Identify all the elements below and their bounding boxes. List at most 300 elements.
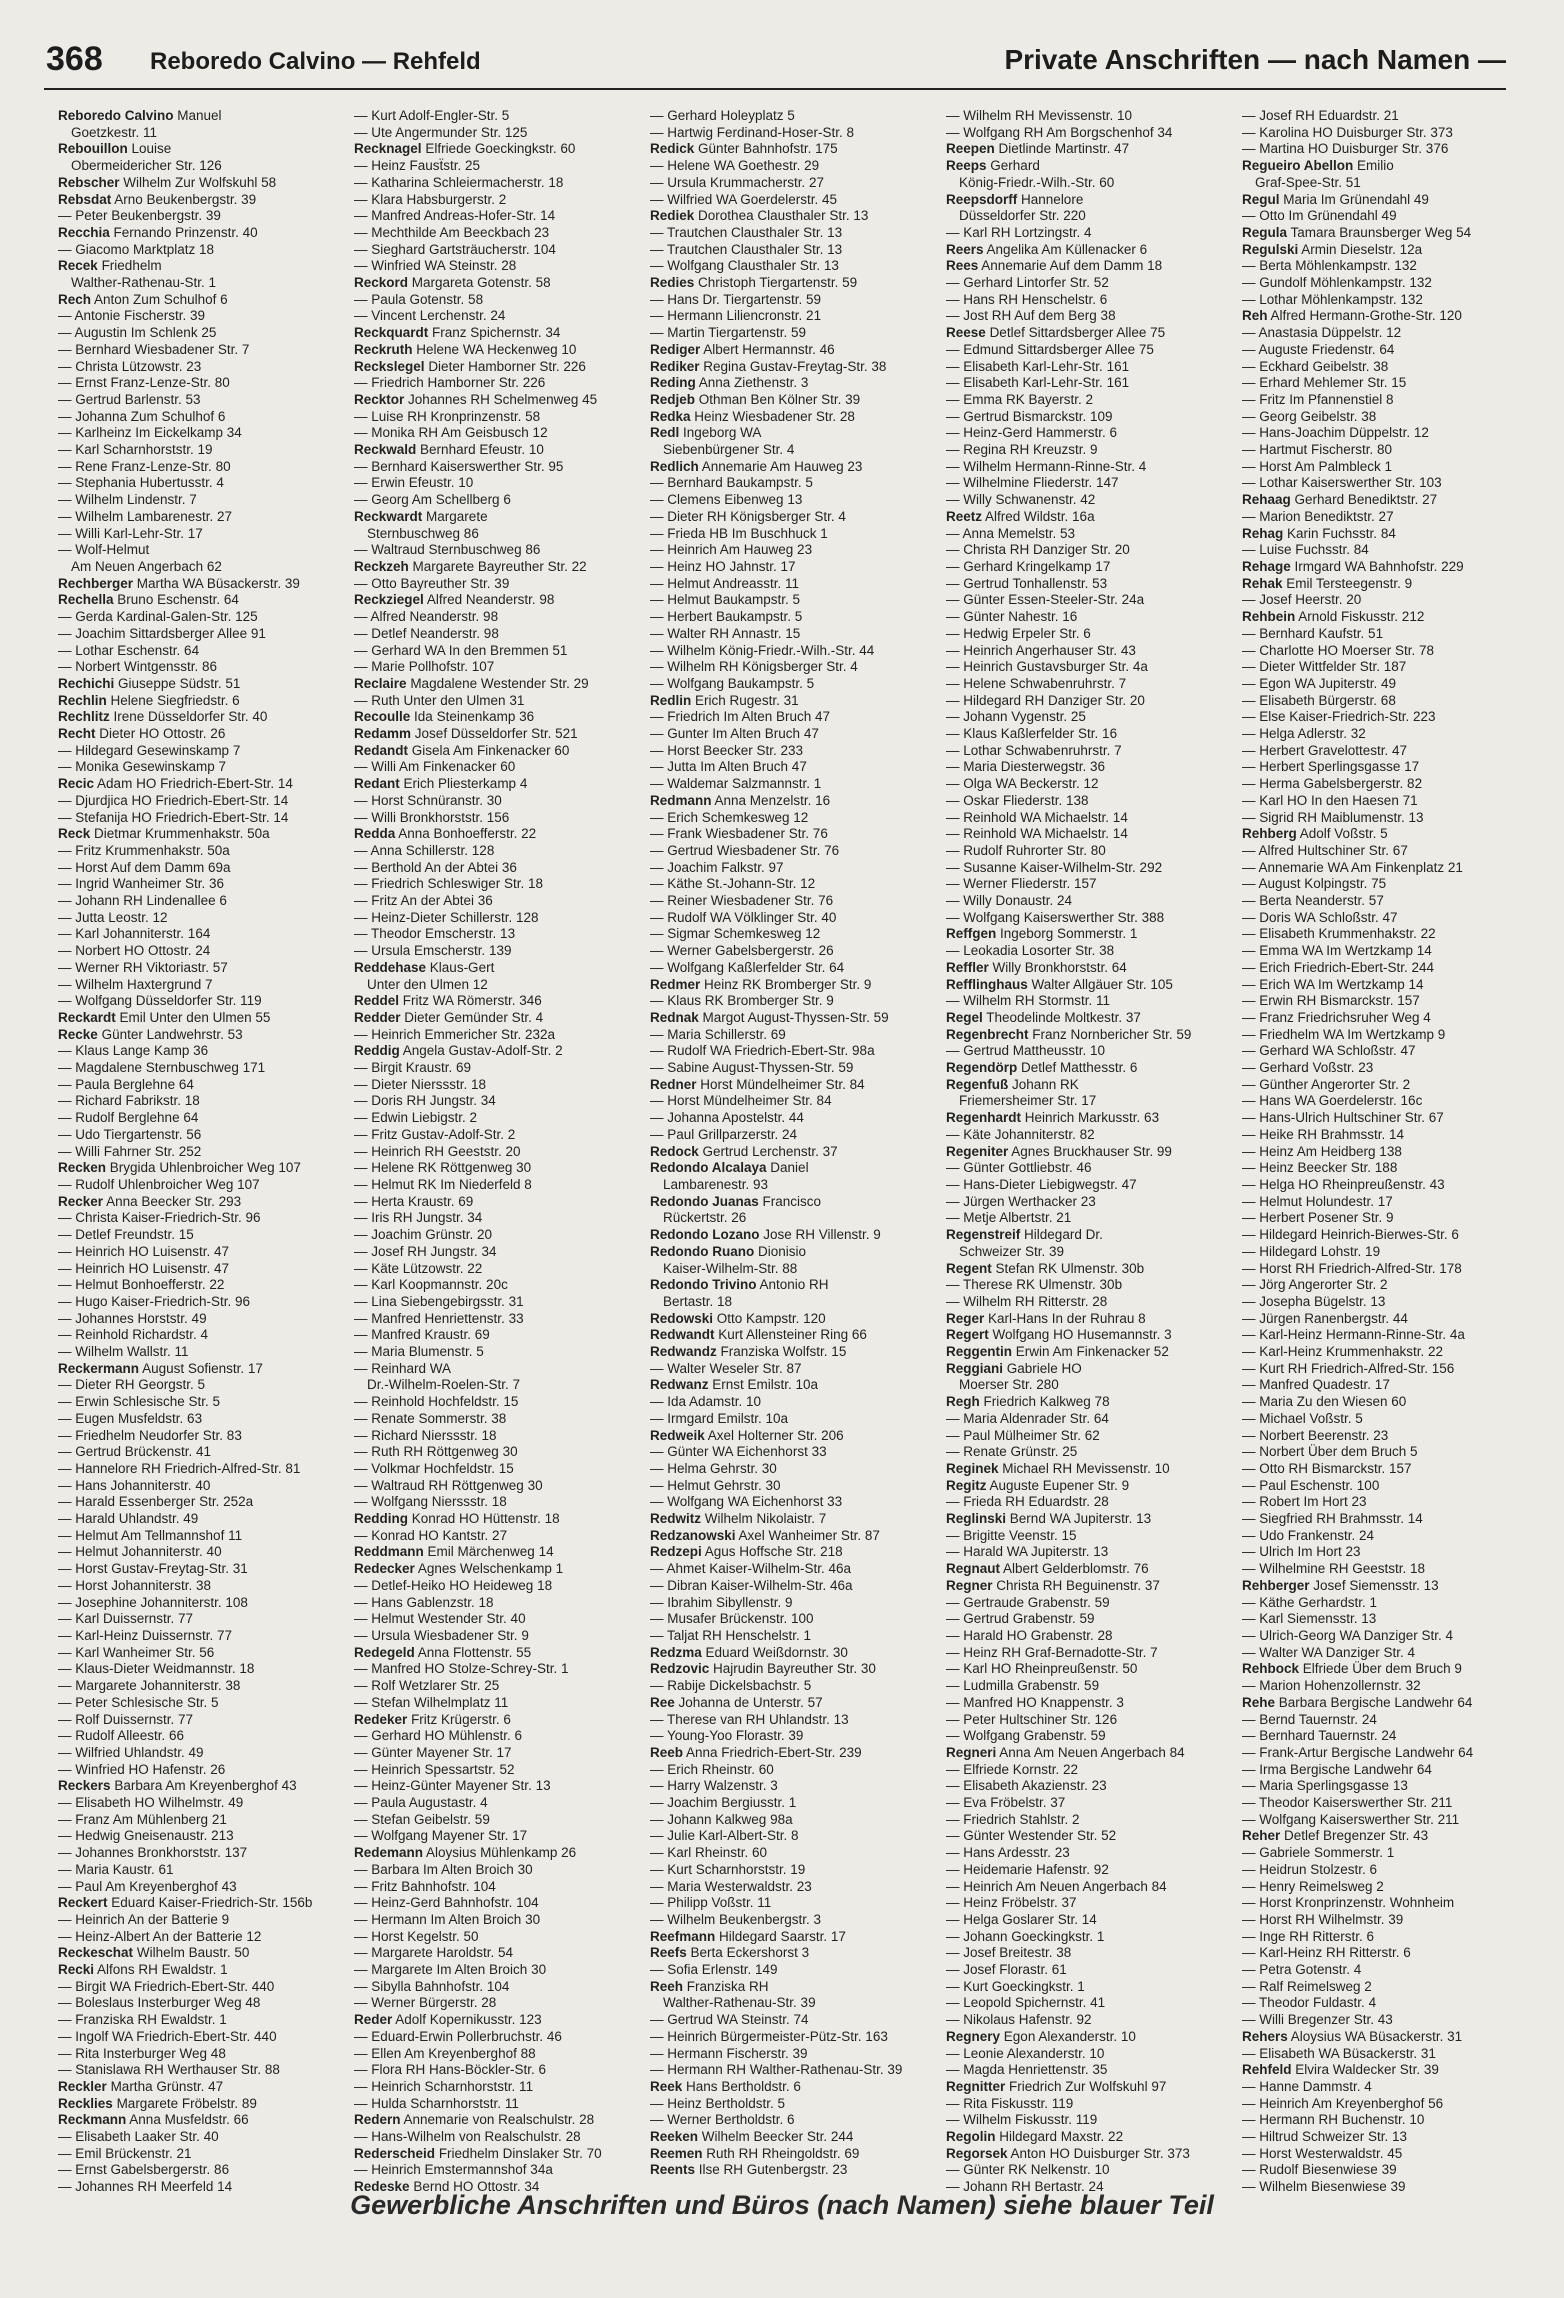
- entry-details: Gisela Am Finkenacker 60: [411, 742, 570, 758]
- entry-sub: — Leopold Spichernstr. 41: [946, 1995, 1106, 2011]
- entry-sub: — Erhard Mehlemer Str. 15: [1242, 375, 1407, 391]
- entry-sub: — Johann Kalkweg 98a: [650, 1811, 793, 1827]
- entry-head: [650, 1929, 932, 1946]
- entry-details: Josef Siemensstr. 13: [1313, 1577, 1439, 1593]
- entry-sub: — Manfred Andreas-Hofer-Str. 14: [354, 208, 556, 224]
- surname: Reckler: [58, 2078, 107, 2094]
- entry-sub: — Käthe Gerhardstr. 1: [1242, 1594, 1378, 1610]
- entry-sub: — Sigmar Schemkesweg 12: [650, 926, 821, 942]
- entry-details: Arno Beukenbergstr. 39: [114, 191, 257, 207]
- entry-sub: — Ibrahim Sibyllenstr. 9: [650, 1594, 793, 1610]
- entry-sub: — Wilhelmine RH Geeststr. 18: [1242, 1561, 1426, 1577]
- entry-sub: — Bernhard Kaufstr. 51: [1242, 625, 1384, 641]
- entry-sub: — Frank-Artur Bergische Landwehr 64: [1242, 1744, 1474, 1760]
- entry-sub: — Ute Angermunder Str. 125: [354, 124, 528, 140]
- column-3: [650, 108, 932, 2178]
- entry-sub: — Johann Goeckingkstr. 1: [946, 1928, 1105, 1944]
- entry-sub: — Herbert Baukampstr. 5: [650, 609, 803, 625]
- entry-details: Wilhelm Zur Wolfskuhl 58: [123, 174, 277, 190]
- entry-head: [650, 1979, 932, 1996]
- entry-details: Konrad HO Hüttenstr. 18: [411, 1511, 560, 1527]
- entry-sub: — Josepha Bügelstr. 13: [1242, 1293, 1386, 1309]
- surname: Reckord: [354, 275, 409, 291]
- entry-sub: — Elisabeth Bürgerstr. 68: [1242, 692, 1396, 708]
- entry-sub: — Richard Fabrikstr. 18: [58, 1093, 200, 1109]
- entry-sub: — Helmut RK Im Niederfeld 8: [354, 1177, 532, 1192]
- entry-head: [1242, 826, 1524, 843]
- entry-head: [650, 1544, 932, 1561]
- entry-sub: — Sabine August-Thyssen-Str. 59: [650, 1060, 854, 1076]
- entry-sub: — Wilhelm Fiskusstr. 119: [946, 2112, 1098, 2128]
- surname: Reffgen: [946, 926, 997, 942]
- entry-sub: — Irmgard Emilstr. 10a: [650, 1410, 789, 1426]
- entry-sub: — Paul Am Kreyenberghof 43: [58, 1878, 237, 1894]
- entry-sub: — Stanislawa RH Werthauser Str. 88: [58, 2062, 280, 2078]
- entry-sub: — Maria Westerwaldstr. 23: [650, 1878, 812, 1894]
- entry-sub: — Sigrid RH Maiblumenstr. 13: [1242, 809, 1424, 825]
- entry-head: [650, 409, 932, 426]
- entry-head: [354, 1561, 636, 1578]
- entry-head: [650, 977, 932, 994]
- entry-details: Alfred Wildstr. 16a: [985, 508, 1095, 524]
- entry-sub: — Johanna Apostelstr. 44: [650, 1110, 804, 1126]
- surname: Rehak: [1242, 575, 1283, 591]
- entry-sub: — Frank Wiesbadener Str. 76: [650, 826, 828, 842]
- entry-sub: — Karolina HO Duisburger Str. 373: [1242, 124, 1453, 140]
- entry-sub: — Hildegard Heinrich-Bierwes-Str. 6: [1242, 1227, 1459, 1243]
- entry-sub: — Margarete Haroldstr. 54: [354, 1945, 514, 1961]
- entry-sub: — Fritz Gustav-Adolf-Str. 2: [354, 1126, 516, 1142]
- entry-details: Fritz WA Römerstr. 346: [402, 993, 542, 1009]
- entry-sub: — Hildegard RH Danziger Str. 20: [946, 692, 1145, 708]
- entry-sub: — Gunter Im Alten Bruch 47: [650, 726, 819, 742]
- surname: Recklies: [58, 2095, 113, 2111]
- surname: Reents: [650, 2162, 696, 2178]
- entry-head: [354, 1645, 636, 1662]
- entry-head: [58, 258, 340, 275]
- entry-head: [946, 1144, 1228, 1161]
- entry-details: Gerhard Benediktstr. 27: [1294, 492, 1438, 508]
- entry-sub: — Johannes Horststr. 49: [58, 1310, 207, 1326]
- entry-head: [946, 1394, 1228, 1411]
- entry-sub: — Heinrich An der Batterie 9: [58, 1911, 230, 1927]
- entry-head: [354, 960, 636, 977]
- entry-head: [650, 1244, 932, 1261]
- surname: Redding: [354, 1511, 408, 1527]
- entry-sub: — Eva Fröbelstr. 37: [946, 1795, 1066, 1811]
- surname: Regner: [946, 1577, 993, 1593]
- entry-sub: — Horst Kronprinzenstr. Wohnheim: [1242, 1895, 1455, 1911]
- entry-sub: — Helma Gehrstr. 30: [650, 1460, 777, 1476]
- entry-details: Aloysius WA Büsackerstr. 31: [1290, 2028, 1463, 2044]
- entry-sub: — Wilhelm RH Königsberger Str. 4: [650, 659, 858, 675]
- entry-head: [58, 1010, 340, 1027]
- entry-sub: — Julie Karl-Albert-Str. 8: [650, 1828, 799, 1844]
- entry-details: Friedhelm Dinslaker Str. 70: [438, 2145, 602, 2161]
- entry-sub: — Lina Siebengebirgsstr. 31: [354, 1293, 524, 1309]
- entry-head: [946, 1478, 1228, 1495]
- entry-sub: — Ursula Wiesbadener Str. 9: [354, 1627, 529, 1643]
- entry-sub: — Johannes RH Meerfeld 14: [58, 2179, 233, 2195]
- entry-sub: — Helmut Andreasstr. 11: [650, 575, 800, 591]
- entry-head: [354, 592, 636, 609]
- entry-head: [58, 2079, 340, 2096]
- entry-sub: — Gerhard Kringelkamp 17: [946, 558, 1111, 574]
- entry-details: Günter Bahnhofstr. 175: [698, 141, 838, 157]
- entry-details: Anna Am Neuen Angerbach 84: [999, 1744, 1185, 1760]
- entry-details: Barbara Am Kreyenberghof 43: [114, 1778, 297, 1794]
- entry-sub: — Joachim Bergiusstr. 1: [650, 1795, 797, 1811]
- entry-sub: — Regina RH Kreuzstr. 9: [946, 442, 1098, 458]
- entry-sub: — Elisabeth HO Wilhelmstr. 49: [58, 1795, 244, 1811]
- entry-sub: — Wilhelm Biesenwiese 39: [1242, 2179, 1406, 2195]
- entry-sub: — Ulrich Im Hort 23: [1242, 1544, 1361, 1560]
- entry-sub: — Franz Friedrichsruher Weg 4: [1242, 1009, 1431, 1025]
- entry-sub: — Heinrich Bürgermeister-Pütz-Str. 163: [650, 2028, 888, 2044]
- entry-details: Anna Friedrich-Ebert-Str. 239: [686, 1744, 862, 1760]
- entry-details: Francisco: [762, 1193, 822, 1209]
- surname: Reepen: [946, 141, 995, 157]
- entry-head: [650, 1327, 932, 1344]
- entry-details: Martha Grünstr. 47: [110, 2078, 224, 2094]
- surname: Reddehase: [354, 959, 427, 975]
- entry-sub: — Wolfgang Kaßlerfelder Str. 64: [650, 959, 845, 975]
- entry-sub: — Henry Reimelsweg 2: [1242, 1878, 1384, 1894]
- entry-sub: — Friedhelm Neudorfer Str. 83: [58, 1427, 242, 1443]
- entry-sub: — Siegfried RH Brahmsstr. 14: [1242, 1511, 1423, 1527]
- entry-details: Ingeborg WA: [683, 425, 762, 441]
- entry-sub: — Wilhelm RH Mevissenstr. 10: [946, 108, 1133, 123]
- entry-details: Magdalene Westender Str. 29: [410, 675, 589, 691]
- entry-sub: — Luise Fuchsstr. 84: [1242, 542, 1369, 558]
- entry-sub: — Maria Zu den Wiesen 60: [1242, 1394, 1407, 1410]
- surname: Regolin: [946, 2129, 996, 2145]
- entry-head: [58, 1194, 340, 1211]
- entry-sub: — Doris RH Jungstr. 34: [354, 1093, 496, 1109]
- surname: Redamm: [354, 726, 412, 742]
- entry-sub: — Sibylla Bahnhofstr. 104: [354, 1978, 510, 1994]
- entry-sub: — Maria Aldenrader Str. 64: [946, 1410, 1109, 1426]
- entry-sub: — Karl-Heinz Krummenhakstr. 22: [1242, 1344, 1444, 1360]
- entry-sub: — Harald Uhlandstr. 49: [58, 1511, 199, 1527]
- entry-sub: — Bernhard Wiesbadener Str. 7: [58, 341, 250, 357]
- entry-sub: — Richard Nierssstr. 18: [354, 1427, 497, 1443]
- entry-sub: — Wolf-Helmut: [58, 542, 150, 558]
- entry-sub: — Ruth RH Röttgenweg 30: [354, 1444, 518, 1460]
- entry-head: [1242, 225, 1524, 242]
- entry-head: [650, 2146, 932, 2163]
- entry-sub: — Wilhelm Lindenstr. 7: [58, 492, 197, 508]
- entry-sub: — Maria Kaustr. 61: [58, 1861, 174, 1877]
- entry-sub: — Clemens Eibenweg 13: [650, 492, 803, 508]
- entry-head: [650, 1645, 932, 1662]
- entry-sub: — Walter WA Danziger Str. 4: [1242, 1644, 1416, 1660]
- entry-sub: — Fritz Im Pfannenstiel 8: [1242, 391, 1394, 407]
- entry-details: Erwin Am Finkenacker 52: [1015, 1344, 1169, 1360]
- entry-head: [946, 960, 1228, 977]
- entry-sub: — Harald WA Jupiterstr. 13: [946, 1544, 1109, 1560]
- entry-head: [354, 559, 636, 576]
- entry-sub: — Jörg Angerorter Str. 2: [1242, 1277, 1388, 1293]
- entry-sub: — Karl Siemensstr. 13: [1242, 1611, 1377, 1627]
- entry-head: [354, 325, 636, 342]
- entry-sub: — Wilfried WA Goerdelerstr. 45: [650, 191, 838, 207]
- surname: Redondo Lozano: [650, 1227, 760, 1243]
- entry-head: [354, 1511, 636, 1528]
- surname: Reese: [946, 325, 986, 341]
- entry-head: [946, 1745, 1228, 1762]
- entry-sub: — Flora RH Hans-Böckler-Str. 6: [354, 2062, 547, 2078]
- entry-sub: — Josef Breitestr. 38: [946, 1945, 1072, 1961]
- entry-sub: — Erich Schemkesweg 12: [650, 809, 809, 825]
- surname: Recht: [58, 726, 96, 742]
- entry-sub: — Frieda HB Im Buschhuck 1: [650, 525, 828, 541]
- entry-sub: — Kurt Adolf-Engler-Str. 5: [354, 108, 510, 123]
- entry-sub: — Hulda Scharnhorststr. 11: [354, 2095, 519, 2111]
- entry-sub: — Elisabeth Karl-Lehr-Str. 161: [946, 375, 1130, 391]
- surname: Rediek: [650, 208, 695, 224]
- entry-head: [354, 141, 636, 158]
- entry-sub: — Alfred Neanderstr. 98: [354, 609, 499, 625]
- surname: Reefs: [650, 1945, 687, 1961]
- entry-sub: — Horst Gustav-Freytag-Str. 31: [58, 1561, 248, 1577]
- entry-head: [354, 726, 636, 743]
- surname: Reckardt: [58, 1009, 116, 1025]
- surname: Regorsek: [946, 2145, 1008, 2161]
- entry-head: [58, 1895, 340, 1912]
- surname: Regent: [946, 1260, 992, 1276]
- entry-sub: — Emil Brückenstr. 21: [58, 2145, 192, 2161]
- entry-details: Fernando Prinzenstr. 40: [113, 224, 258, 240]
- column-5: [1242, 108, 1524, 2195]
- entry-sub: — Hermann Im Alten Broich 30: [354, 1911, 541, 1927]
- entry-sub: — Dieter RH Georgstr. 5: [58, 1377, 206, 1393]
- surname: Redmann: [650, 792, 712, 808]
- column-1: [58, 108, 340, 2195]
- entry-sub: — Franz Am Mühlenberg 21: [58, 1811, 227, 1827]
- surname: Recki: [58, 1962, 95, 1978]
- entry-sub: — Harry Walzenstr. 3: [650, 1778, 778, 1794]
- entry-sub: — Horst Kegelstr. 50: [354, 1928, 479, 1944]
- entry-head: [354, 1712, 636, 1729]
- entry-sub: — Dieter RH Königsberger Str. 4: [650, 508, 846, 524]
- entry-head: [946, 1261, 1228, 1278]
- entry-sub: — Dibran Kaiser-Wilhelm-Str. 46a: [650, 1577, 853, 1593]
- entry-sub: — Joachim Grünstr. 20: [354, 1227, 493, 1243]
- entry-sub: — Horst Mündelheimer Str. 84: [650, 1093, 832, 1109]
- surname: Redegeld: [354, 1644, 415, 1660]
- entry-sub: — Djurdjica HO Friedrich-Ebert-Str. 14: [58, 792, 289, 808]
- entry-continuation: Unter den Ulmen 12: [367, 976, 488, 992]
- entry-sub: — Rudolf Berglehne 64: [58, 1110, 199, 1126]
- surname: Reggentin: [946, 1344, 1012, 1360]
- entry-sub: — Ursula Krummacherstr. 27: [650, 174, 825, 190]
- entry-sub: — Klaus Lange Kamp 36: [58, 1043, 209, 1059]
- entry-sub: — Willi Karl-Lehr-Str. 17: [58, 525, 203, 541]
- entry-head: [1242, 1578, 1524, 1595]
- entry-head: [58, 175, 340, 192]
- entry-sub: — Rudolf Biesenwiese 39: [1242, 2162, 1397, 2178]
- entry-details: Ernst Emilstr. 10a: [712, 1377, 819, 1393]
- entry-sub: — Willi Fahrner Str. 252: [58, 1143, 202, 1159]
- surname: Reglinski: [946, 1511, 1007, 1527]
- entry-head: [650, 425, 932, 442]
- entry-head: [58, 1945, 340, 1962]
- entry-details: Annemarie von Realschulstr. 28: [403, 2112, 595, 2128]
- entry-sub: — Friedhelm WA Im Wertzkamp 9: [1242, 1026, 1446, 1042]
- entry-sub: — Katharina Schleiermacherstr. 18: [354, 174, 564, 190]
- entry-head: [58, 1962, 340, 1979]
- entry-head: [946, 258, 1228, 275]
- surname: Redowski: [650, 1310, 714, 1326]
- entry-sub: — Karl Duissernstr. 77: [58, 1611, 194, 1627]
- entry-sub: — Manfred HO Knappenstr. 3: [946, 1694, 1124, 1710]
- entry-sub: — Josephine Johanniterstr. 108: [58, 1594, 248, 1610]
- surname: Reckmann: [58, 2112, 127, 2128]
- entry-sub: — Taljat RH Henschelstr. 1: [650, 1627, 812, 1643]
- entry-head: [354, 392, 636, 409]
- surname: Redwitz: [650, 1511, 702, 1527]
- entry-details: Alfred Hermann-Grothe-Str. 120: [1270, 308, 1462, 324]
- entry-sub: — Jutta Leostr. 12: [58, 909, 168, 925]
- entry-sub: — Ida Adamstr. 10: [650, 1394, 762, 1410]
- entry-sub: — Hannelore RH Friedrich-Alfred-Str. 81: [58, 1460, 301, 1476]
- entry-details: Auguste Eupener Str. 9: [989, 1477, 1130, 1493]
- entry-details: Detlef Sittardsberger Allee 75: [989, 325, 1166, 341]
- entry-details: Dieter HO Ottostr. 26: [99, 726, 226, 742]
- entry-sub: — Klaus Kaßlerfelder Str. 16: [946, 726, 1118, 742]
- entry-head: [58, 576, 340, 593]
- surname: Regh: [946, 1394, 980, 1410]
- surname: Rechlin: [58, 692, 107, 708]
- entry-head: [650, 1661, 932, 1678]
- entry-sub: — Wilhelm Wallstr. 11: [58, 1344, 189, 1360]
- surname: Rehfeld: [1242, 2062, 1292, 2078]
- entry-sub: — Lothar Kaiserswerther Str. 103: [1242, 475, 1442, 491]
- entry-sub: — Alfred Hultschiner Str. 67: [1242, 842, 1408, 858]
- entry-head: [650, 2079, 932, 2096]
- entry-details: Wilhelm Baustr. 50: [136, 1945, 250, 1961]
- entry-sub: — Heinrich Gustavsburger Str. 4a: [946, 659, 1148, 675]
- entry-details: Alfons RH Ewaldstr. 1: [97, 1962, 228, 1978]
- entry-sub: — Johanna Zum Schulhof 6: [58, 408, 226, 424]
- entry-sub: — Detlef-Heiko HO Heideweg 18: [354, 1577, 553, 1593]
- surname: Reclaire: [354, 675, 407, 691]
- entry-details: Margarete: [426, 508, 488, 524]
- surname: Redder: [354, 1009, 401, 1025]
- entry-head: [946, 192, 1228, 209]
- entry-head: [354, 1043, 636, 1060]
- entry-head: [650, 141, 932, 158]
- entry-details: Margareta Gotenstr. 58: [411, 275, 551, 291]
- entry-sub: — Heinrich HO Luisenstr. 47: [58, 1260, 230, 1276]
- entry-details: Detlef Matthesstr. 6: [1021, 1060, 1138, 1076]
- entry-head: [650, 375, 932, 392]
- entry-details: Johanna de Unterstr. 57: [678, 1694, 823, 1710]
- entry-sub: — Rudolf Uhlenbroicher Weg 107: [58, 1177, 260, 1192]
- entry-sub: — Eckhard Geibelstr. 38: [1242, 358, 1389, 374]
- entry-sub: — Hedwig Gneisenaustr. 213: [58, 1828, 234, 1844]
- entry-head: [650, 1311, 932, 1328]
- entry-sub: — Rolf Duissernstr. 77: [58, 1711, 194, 1727]
- entry-head: [946, 1110, 1228, 1127]
- entry-details: Albert Hermannstr. 46: [703, 341, 835, 357]
- entry-sub: — Paul Grillparzerstr. 24: [650, 1126, 798, 1142]
- entry-sub: — Otto Bayreuther Str. 39: [354, 575, 510, 591]
- entry-sub: — Egon WA Jupiterstr. 49: [1242, 675, 1397, 691]
- entry-sub: — Heinrich Spessartstr. 52: [354, 1761, 515, 1777]
- surname: Reck: [58, 826, 91, 842]
- entry-sub: — Erwin RH Bismarckstr. 157: [1242, 993, 1420, 1009]
- entry-head: [354, 359, 636, 376]
- entry-sub: — Helga Adlerstr. 32: [1242, 726, 1366, 742]
- entry-sub: — Heidemarie Hafenstr. 92: [946, 1861, 1109, 1877]
- surname: Recker: [58, 1193, 104, 1209]
- entry-sub: — Norbert Wintgensstr. 86: [58, 659, 218, 675]
- entry-sub: — Wilhelm Lambarenestr. 27: [58, 508, 233, 524]
- entry-details: Hildegard Maxstr. 22: [999, 2129, 1124, 2145]
- entry-details: Manuel: [177, 108, 222, 123]
- entry-details: Karin Fuchsstr. 84: [1287, 525, 1396, 541]
- entry-head: [354, 676, 636, 693]
- entry-sub: — Konrad HO Kantstr. 27: [354, 1527, 508, 1543]
- entry-sub: — Heinrich RH Geeststr. 20: [354, 1143, 521, 1159]
- entry-details: Berta Eckershorst 3: [690, 1945, 810, 1961]
- entry-sub: — Bernhard Baukampstr. 5: [650, 475, 813, 491]
- entry-sub: — Gertrud Grabenstr. 59: [946, 1611, 1095, 1627]
- entry-head: [650, 1428, 932, 1445]
- surname: Redick: [650, 141, 695, 157]
- surname: Redant: [354, 776, 400, 792]
- entry-sub: — Volkmar Hochfeldstr. 15: [354, 1460, 514, 1476]
- entry-details: Dietlinde Martinstr. 47: [998, 141, 1130, 157]
- entry-details: Michael RH Mevissenstr. 10: [1002, 1460, 1170, 1476]
- entry-sub: — Berthold An der Abtei 36: [354, 859, 517, 875]
- entry-sub: — Herma Gabelsbergerstr. 82: [1242, 776, 1423, 792]
- surname: Redzovic: [650, 1661, 710, 1677]
- entry-sub: — Heinrich Emmericher Str. 232a: [354, 1026, 556, 1042]
- entry-sub: — Emma WA Im Wertzkamp 14: [1242, 943, 1432, 959]
- entry-sub: — Karl Koopmannstr. 20c: [354, 1277, 508, 1293]
- entry-details: Dieter Gemünder Str. 4: [404, 1009, 544, 1025]
- entry-head: [650, 459, 932, 476]
- entry-sub: — Reinhold Richardstr. 4: [58, 1327, 209, 1343]
- entry-sub: — Klaus RK Bromberger Str. 9: [650, 993, 834, 1009]
- entry-sub: — Jost RH Auf dem Berg 38: [946, 308, 1116, 324]
- surname: Redwanz: [650, 1377, 709, 1393]
- entry-sub: — Hanne Dammstr. 4: [1242, 2078, 1372, 2094]
- entry-sub: — Ludmilla Grabenstr. 59: [946, 1678, 1100, 1694]
- entry-head: [354, 2112, 636, 2129]
- entry-sub: — Paul Mülheimer Str. 62: [946, 1427, 1100, 1443]
- entry-sub: — Herbert Posener Str. 9: [1242, 1210, 1394, 1226]
- entry-sub: — Mechthilde Am Beeckbach 23: [354, 224, 550, 240]
- entry-sub: — Heinrich Am Kreyenberghof 56: [1242, 2095, 1444, 2111]
- entry-sub: — Heinz Fröbelstr. 37: [946, 1895, 1077, 1911]
- entry-sub: — Frieda RH Eduardstr. 28: [946, 1494, 1109, 1510]
- page-header: [44, 36, 1506, 90]
- entry-head: [946, 1327, 1228, 1344]
- surname: Regendörp: [946, 1060, 1018, 1076]
- entry-details: Franz Nornbericher Str. 59: [1032, 1026, 1192, 1042]
- entry-sub: — Waltraud Sternbuschweg 86: [354, 542, 541, 558]
- entry-sub: — Wolfgang WA Eichenhorst 33: [650, 1494, 843, 1510]
- entry-continuation: Am Neuen Angerbach 62: [71, 558, 222, 574]
- surname: Redlin: [650, 692, 692, 708]
- entry-sub: — Trautchen Clausthaler Str. 13: [650, 241, 843, 257]
- entry-details: Friedrich Kalkweg 78: [983, 1394, 1110, 1410]
- entry-sub: — Iris RH Jungstr. 34: [354, 1210, 483, 1226]
